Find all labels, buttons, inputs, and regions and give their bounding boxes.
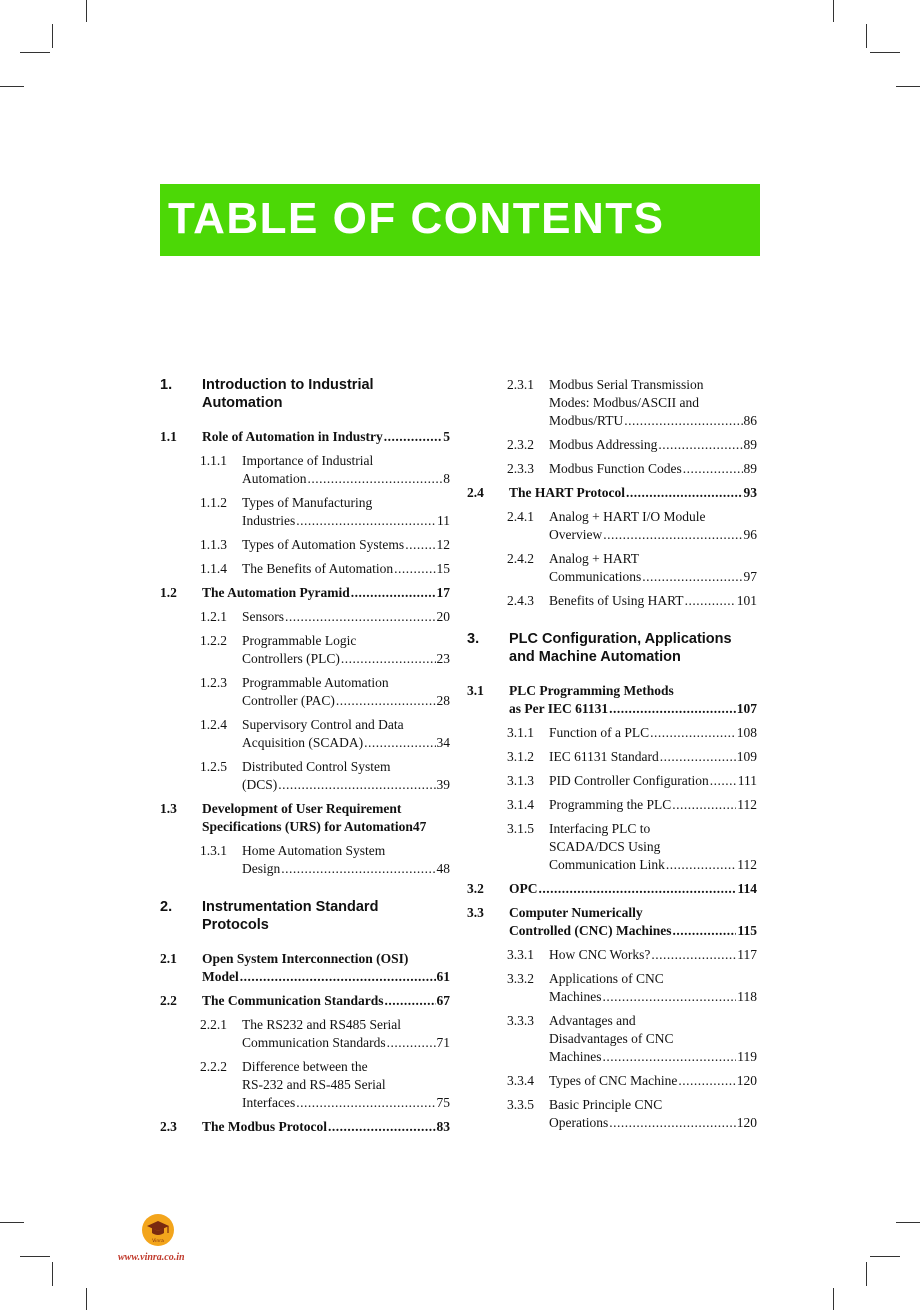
toc-section-3-1[interactable] — [467, 682, 757, 718]
page-number: 5 — [443, 429, 450, 444]
crop-mark — [833, 0, 834, 22]
toc-section-2-2[interactable] — [160, 992, 450, 1010]
crop-mark — [52, 1262, 53, 1286]
toc-section-2-3-1[interactable] — [467, 376, 757, 430]
toc-section-3-3-3[interactable] — [467, 1012, 757, 1066]
crop-mark — [86, 1288, 87, 1310]
page-number: 67 — [436, 993, 450, 1008]
section-title: Acquisition (SCADA) — [242, 735, 364, 750]
toc-section-3-1-1[interactable] — [467, 724, 757, 742]
page-number: 117 — [737, 947, 757, 962]
page-number: 111 — [737, 773, 757, 788]
section-title: PID Controller Configuration — [549, 773, 709, 788]
page-number: 89 — [743, 437, 757, 452]
section-title: Communications — [549, 569, 642, 584]
section-title: Function of a PLC — [549, 725, 650, 740]
section-number: 2.3.2 — [507, 437, 534, 452]
section-title: Modbus Function Codes — [549, 461, 682, 476]
section-title: Sensors — [242, 609, 285, 624]
section-title: Benefits of Using HART — [549, 593, 684, 608]
section-number: 3.2 — [467, 881, 484, 896]
page-number: 34 — [436, 735, 450, 750]
chapter-number: 1. — [160, 377, 173, 393]
toc-section-2-4[interactable] — [467, 484, 757, 502]
crop-mark — [896, 86, 920, 87]
page-number: 11 — [437, 513, 450, 528]
page-number: 101 — [736, 593, 757, 608]
page-number: 48 — [436, 861, 450, 876]
section-title: Controlled (CNC) Machines — [509, 923, 672, 938]
section-title-line: Distributed Control System — [242, 759, 391, 774]
section-title: How CNC Works? — [549, 947, 651, 962]
toc-section-1-1[interactable] — [160, 428, 450, 446]
section-number: 1.1.1 — [200, 453, 227, 468]
section-number: 2.1 — [160, 951, 177, 966]
page-number: 12 — [436, 537, 450, 552]
toc-section-1-3-1[interactable] — [160, 842, 450, 878]
section-title-line: Development of User Requirement — [202, 801, 402, 816]
section-title: Communication Standards — [242, 1035, 386, 1050]
page-number: 109 — [736, 749, 757, 764]
section-number: 1.2 — [160, 585, 177, 600]
section-number: 1.2.1 — [200, 609, 227, 624]
section-number: 1.2.3 — [200, 675, 227, 690]
section-title-line: RS-232 and RS-485 Serial — [242, 1077, 386, 1092]
publisher-logo — [142, 1214, 174, 1246]
section-number: 1.1.3 — [200, 537, 227, 552]
toc-section-1-2-3[interactable] — [160, 674, 450, 710]
publisher-website[interactable]: www.vinra.co.in — [118, 1252, 185, 1263]
section-title-line: The RS232 and RS485 Serial — [242, 1017, 401, 1032]
toc-section-1-2-5[interactable] — [160, 758, 450, 794]
section-number: 3.1.3 — [507, 773, 534, 788]
toc-section-1-1-3[interactable] — [160, 536, 450, 554]
toc-section-3-1-4[interactable] — [467, 796, 757, 814]
section-title: Role of Automation in Industry — [202, 429, 383, 444]
toc-section-2-3-3[interactable] — [467, 460, 757, 478]
toc-section-2-3-2[interactable] — [467, 436, 757, 454]
toc-section-2-4-1[interactable] — [467, 508, 757, 544]
crop-mark — [866, 24, 867, 48]
logo-text: Vinra — [152, 1239, 164, 1244]
crop-mark — [20, 1256, 50, 1257]
page-number: 107 — [736, 701, 757, 716]
toc-section-1-2[interactable] — [160, 584, 450, 602]
section-number: 2.3.1 — [507, 377, 534, 392]
page-number: 23 — [436, 651, 450, 666]
toc-section-3-3-1[interactable] — [467, 946, 757, 964]
section-title-line: Home Automation System — [242, 843, 386, 858]
page-number: 86 — [743, 413, 757, 428]
page-number: 47 — [412, 819, 427, 834]
section-title-line: SCADA/DCS Using — [549, 839, 661, 854]
section-title: The Automation Pyramid — [202, 585, 350, 600]
page-number: 75 — [436, 1095, 450, 1110]
page-number: 96 — [743, 527, 757, 542]
section-number: 2.2.1 — [200, 1017, 227, 1032]
section-number: 2.2.2 — [200, 1059, 227, 1074]
crop-mark — [0, 86, 24, 87]
section-title: Model — [202, 969, 239, 984]
section-title: Interfaces — [242, 1095, 296, 1110]
toc-section-2-3[interactable] — [160, 1118, 450, 1136]
section-title: Types of Automation Systems — [242, 537, 405, 552]
section-title-line: Analog + HART — [549, 551, 640, 566]
section-title: Modbus/RTU — [549, 413, 624, 428]
section-title-line: Types of Manufacturing — [242, 495, 373, 510]
section-number: 1.1.4 — [200, 561, 227, 576]
crop-mark — [870, 52, 900, 53]
page-number: 93 — [743, 485, 757, 500]
toc-section-1-1-4[interactable] — [160, 560, 450, 578]
crop-mark — [833, 1288, 834, 1310]
page-number: 112 — [737, 857, 757, 872]
section-title-line: Supervisory Control and Data — [242, 717, 404, 732]
toc-section-1-2-4[interactable] — [160, 716, 450, 752]
toc-chapter-3[interactable] — [467, 630, 757, 670]
page-number: 118 — [737, 989, 757, 1004]
toc-section-3-3[interactable] — [467, 904, 757, 940]
toc-section-3-3-2[interactable] — [467, 970, 757, 1006]
section-title-line: Interfacing PLC to — [549, 821, 651, 836]
section-number: 3.1 — [467, 683, 484, 698]
crop-mark — [52, 24, 53, 48]
chapter-title-line: Instrumentation Standard — [202, 899, 379, 915]
page-number: 83 — [436, 1119, 450, 1134]
page-number: 39 — [436, 777, 450, 792]
crop-mark — [866, 1262, 867, 1286]
toc-section-2-4-2[interactable] — [467, 550, 757, 586]
page-title: TABLE OF CONTENTS — [168, 194, 665, 243]
section-title-line: Disadvantages of CNC — [549, 1031, 674, 1046]
toc-right-column — [467, 376, 757, 1156]
section-title: as Per IEC 61131 — [509, 701, 609, 716]
chapter-title-line: PLC Configuration, Applications — [509, 631, 732, 647]
toc-left-column — [160, 376, 450, 1156]
section-number: 1.1 — [160, 429, 177, 444]
section-title-line: Programmable Logic — [242, 633, 357, 648]
chapter-title-line: Automation — [202, 395, 283, 411]
toc-section-1-2-2[interactable] — [160, 632, 450, 668]
section-number: 3.1.2 — [507, 749, 534, 764]
toc-section-2-1[interactable] — [160, 950, 450, 986]
toc-section-1-3[interactable] — [160, 800, 450, 836]
toc-section-1-1-1[interactable] — [160, 452, 450, 488]
section-number: 3.1.1 — [507, 725, 534, 740]
section-title-line: Modbus Serial Transmission — [549, 377, 704, 392]
section-title: Machines — [549, 989, 602, 1004]
section-title: The Communication Standards — [202, 993, 384, 1008]
section-number: 2.4.3 — [507, 593, 534, 608]
section-number: 3.3 — [467, 905, 484, 920]
page-number: 71 — [436, 1035, 450, 1050]
section-number: 3.1.4 — [507, 797, 534, 812]
title-banner — [160, 184, 760, 256]
section-number: 2.4 — [467, 485, 484, 500]
section-title-line: Computer Numerically — [509, 905, 643, 920]
section-number: 2.3.3 — [507, 461, 534, 476]
page-number: 112 — [737, 797, 757, 812]
page-number: 28 — [436, 693, 450, 708]
section-title: Design — [242, 861, 281, 876]
toc-section-2-2-1[interactable] — [160, 1016, 450, 1052]
section-title: OPC — [509, 881, 538, 896]
section-title: Programming the PLC — [549, 797, 672, 812]
section-title: Specifications (URS) for Automation — [202, 819, 413, 834]
toc-section-3-3-5[interactable] — [467, 1096, 757, 1132]
section-title: Communication Link — [549, 857, 665, 872]
section-title: IEC 61131 Standard — [549, 749, 659, 764]
page-number: 17 — [436, 585, 450, 600]
page-number: 119 — [737, 1049, 757, 1064]
section-number: 2.4.1 — [507, 509, 534, 524]
section-title: Overview — [549, 527, 603, 542]
page-number: 20 — [436, 609, 450, 624]
section-number: 1.1.2 — [200, 495, 227, 510]
section-title-line: Applications of CNC — [549, 971, 664, 986]
section-number: 3.3.2 — [507, 971, 534, 986]
chapter-number: 3. — [467, 631, 480, 647]
section-title-line: Modes: Modbus/ASCII and — [549, 395, 700, 410]
section-title: Controller (PAC) — [242, 693, 335, 708]
graduation-cap-icon — [142, 1214, 174, 1246]
toc-section-3-1-2[interactable] — [467, 748, 757, 766]
section-title: (DCS) — [242, 777, 278, 792]
page-number: 114 — [737, 881, 757, 896]
section-title-line: Open System Interconnection (OSI) — [202, 951, 409, 966]
page-number: 115 — [737, 923, 757, 938]
section-title-line: Advantages and — [549, 1013, 636, 1028]
section-title: Industries — [242, 513, 296, 528]
chapter-title-line: and Machine Automation — [509, 649, 681, 665]
crop-mark — [20, 52, 50, 53]
crop-mark — [896, 1222, 920, 1223]
section-number: 1.2.5 — [200, 759, 227, 774]
toc-section-2-2-2[interactable] — [160, 1058, 450, 1112]
section-number: 2.3 — [160, 1119, 177, 1134]
section-title: The HART Protocol — [509, 485, 626, 500]
section-title: The Benefits of Automation — [242, 561, 394, 576]
chapter-number: 2. — [160, 899, 173, 915]
toc-section-3-2[interactable] — [467, 880, 757, 898]
page-number: 8 — [443, 471, 450, 486]
toc-section-3-1-3[interactable] — [467, 772, 757, 790]
section-number: 1.2.4 — [200, 717, 227, 732]
section-title-line: Basic Principle CNC — [549, 1097, 663, 1112]
chapter-title-line: Protocols — [202, 917, 269, 933]
page-number: 89 — [743, 461, 757, 476]
page-number: 15 — [436, 561, 450, 576]
crop-mark — [870, 1256, 900, 1257]
page-number: 120 — [736, 1115, 757, 1130]
toc-chapter-2[interactable] — [160, 898, 450, 938]
section-title-line: Programmable Automation — [242, 675, 389, 690]
toc-chapter-1[interactable] — [160, 376, 450, 416]
section-title: Types of CNC Machine — [549, 1073, 678, 1088]
section-number: 1.3.1 — [200, 843, 227, 858]
page-number: 97 — [743, 569, 757, 584]
toc-section-1-2-1[interactable] — [160, 608, 450, 626]
section-title-line: PLC Programming Methods — [509, 683, 674, 698]
toc-section-3-3-4[interactable] — [467, 1072, 757, 1090]
page-number: 120 — [736, 1073, 757, 1088]
section-title: Operations — [549, 1115, 609, 1130]
section-number: 3.3.5 — [507, 1097, 534, 1112]
section-number: 3.1.5 — [507, 821, 534, 836]
section-title-line: Analog + HART I/O Module — [549, 509, 706, 524]
section-title: Controllers (PLC) — [242, 651, 340, 666]
section-number: 3.3.4 — [507, 1073, 534, 1088]
section-number: 2.4.2 — [507, 551, 534, 566]
section-title: Machines — [549, 1049, 602, 1064]
toc-section-3-1-5[interactable] — [467, 820, 757, 874]
chapter-title-line: Introduction to Industrial — [202, 377, 374, 393]
page-number: 61 — [436, 969, 450, 984]
toc-section-1-1-2[interactable] — [160, 494, 450, 530]
section-title: The Modbus Protocol — [202, 1119, 328, 1134]
section-number: 3.3.3 — [507, 1013, 534, 1028]
page-number: 108 — [736, 725, 757, 740]
section-number: 3.3.1 — [507, 947, 534, 962]
section-title: Automation — [242, 471, 307, 486]
section-number: 1.2.2 — [200, 633, 227, 648]
crop-mark — [86, 0, 87, 22]
section-title-line: Difference between the — [242, 1059, 368, 1074]
crop-mark — [0, 1222, 24, 1223]
section-number: 2.2 — [160, 993, 177, 1008]
section-title-line: Importance of Industrial — [242, 453, 374, 468]
toc-section-2-4-3[interactable] — [467, 592, 757, 610]
section-title: Modbus Addressing — [549, 437, 658, 452]
section-number: 1.3 — [160, 801, 177, 816]
